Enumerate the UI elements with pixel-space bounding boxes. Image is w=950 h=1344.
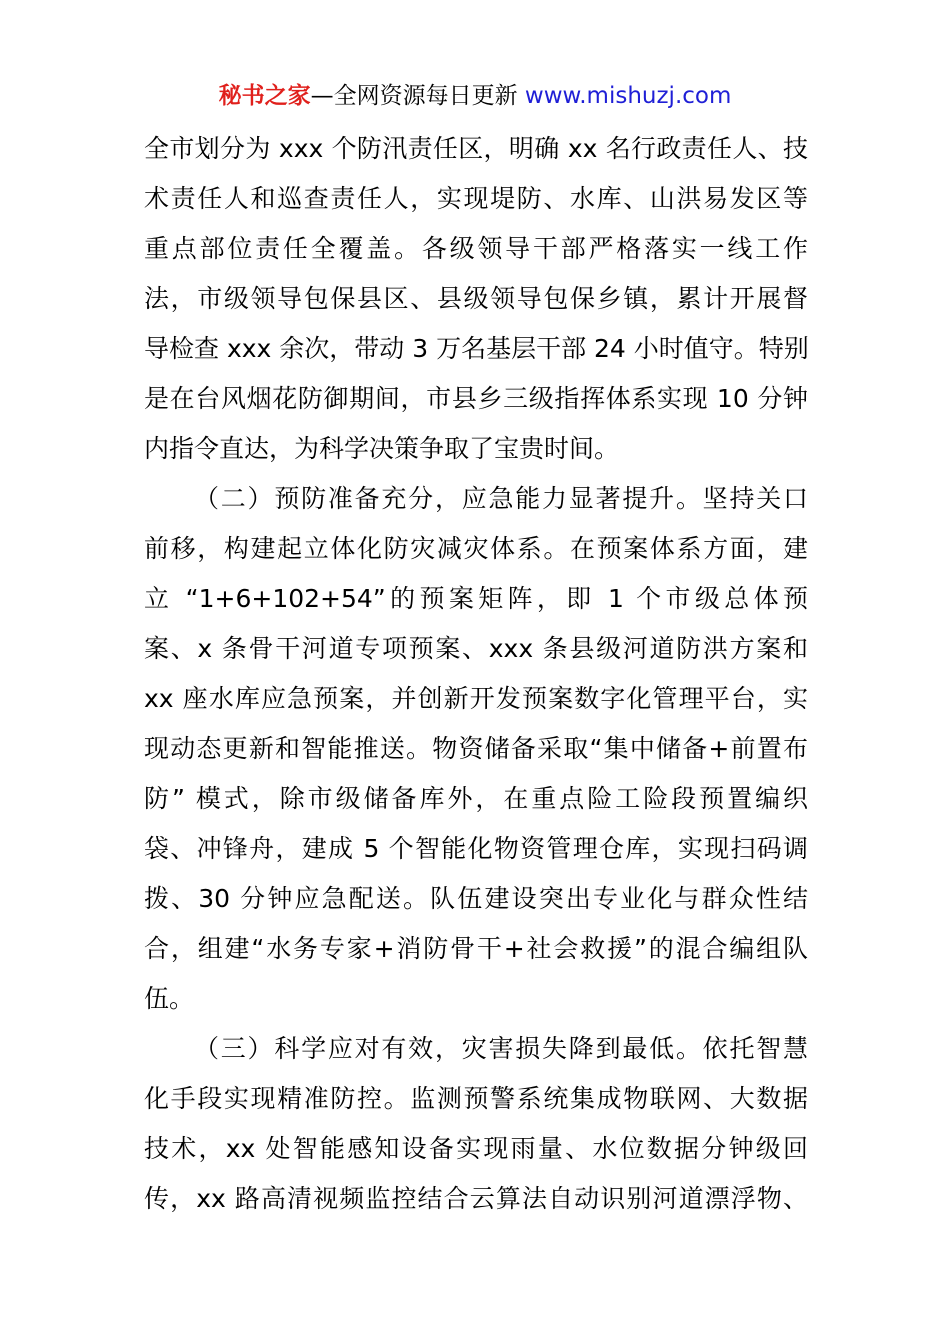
text-line: 全市划分为 xxx 个防汛责任区，明确 xx 名行政责任人、技 (144, 134, 808, 163)
text-line: xx 座水库应急预案，并创新开发预案数字化管理平台，实 (144, 684, 808, 713)
text-line: 术责任人和巡查责任人，实现堤防、水库、山洪易发区等 (144, 184, 808, 213)
document-body (144, 124, 808, 1224)
text-line: 现动态更新和智能推送。物资储备采取“集中储备+前置布 (144, 734, 808, 763)
text-line: 前移，构建起立体化防灾减灾体系。在预案体系方面，建 (144, 534, 808, 563)
brand-name: 秘书之家 (218, 83, 311, 109)
text-line: 案、x 条骨干河道专项预案、xxx 条县级河道防洪方案和 (144, 634, 808, 663)
paragraph-1 (144, 124, 808, 474)
text-line: 技术，xx 处智能感知设备实现雨量、水位数据分钟级回 (144, 1134, 808, 1163)
text-line: 法，市级领导包保县区、县级领导包保乡镇，累计开展督 (144, 284, 808, 313)
text-line: 化手段实现精准防控。监测预警系统集成物联网、大数据 (144, 1084, 808, 1113)
text-line: 伍。 (144, 984, 195, 1013)
paragraph-3 (144, 1024, 808, 1224)
website-link[interactable]: www.mishuzj.com (524, 83, 732, 109)
paragraph-2 (144, 474, 808, 1024)
text-line: 拨、30 分钟应急配送。队伍建设突出专业化与群众性结 (144, 884, 808, 913)
text-line: （三）科学应对有效，灾害损失降到最低。依托智慧 (194, 1034, 808, 1063)
text-line: 合，组建“水务专家+消防骨干+社会救援”的混合编组队 (144, 934, 808, 963)
text-line: 导检查 xxx 余次，带动 3 万名基层干部 24 小时值守。特别 (144, 334, 809, 363)
header-tagline: —全网资源每日更新 (310, 83, 518, 109)
page-header (0, 80, 950, 112)
text-line: 是在台风烟花防御期间，市县乡三级指挥体系实现 10 分钟 (144, 384, 808, 413)
text-line: 传，xx 路高清视频监控结合云算法自动识别河道漂浮物、 (144, 1184, 808, 1213)
text-line: （二）预防准备充分，应急能力显著提升。坚持关口 (194, 484, 808, 513)
text-line: 防” 模式，除市级储备库外，在重点险工险段预置编织 (144, 784, 808, 813)
text-line: 内指令直达，为科学决策争取了宝贵时间。 (144, 434, 620, 463)
text-line: 重点部位责任全覆盖。各级领导干部严格落实一线工作 (144, 234, 808, 263)
text-line: 立 “1+6+102+54”的预案矩阵，即 1 个市级总体预 (144, 584, 808, 613)
text-line: 袋、冲锋舟，建成 5 个智能化物资管理仓库，实现扫码调 (144, 834, 808, 863)
